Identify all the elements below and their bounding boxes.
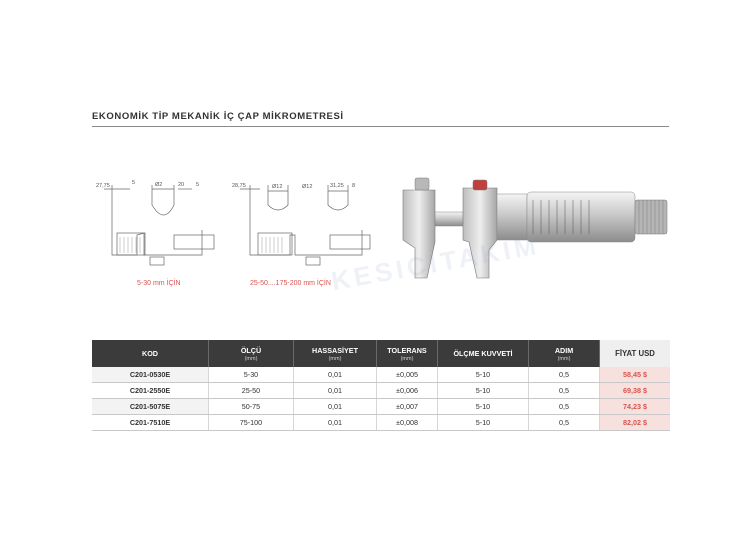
left-dim-1: 27,75 bbox=[96, 183, 110, 189]
cell-force: 5-10 bbox=[438, 367, 529, 383]
left-dim-2: 5 bbox=[132, 180, 136, 186]
right-dim-2: Ø12 bbox=[272, 184, 283, 190]
cell-range: 75-100 bbox=[209, 415, 294, 431]
header-code: KOD bbox=[92, 340, 209, 367]
watermark: KESICITAKIM bbox=[328, 229, 542, 297]
cell-code: C201-2550E bbox=[92, 383, 209, 399]
cell-price: 74,23 $ bbox=[600, 399, 671, 415]
cell-price: 82,02 $ bbox=[600, 415, 671, 431]
table-row bbox=[92, 399, 670, 415]
cell-pitch: 0,5 bbox=[529, 383, 600, 399]
header-force: ÖLÇME KUVVETİ bbox=[438, 340, 529, 367]
table-row bbox=[92, 383, 670, 399]
right-dim-5: 8 bbox=[352, 183, 356, 189]
cell-pitch: 0,5 bbox=[529, 367, 600, 383]
left-drawing-caption: 5-30 mm İÇİN bbox=[137, 280, 181, 287]
spec-table bbox=[92, 340, 670, 431]
left-dim-5: 5 bbox=[196, 182, 200, 188]
page-title: EKONOMİK TİP MEKANİK İÇ ÇAP MİKROMETRESİ bbox=[92, 111, 344, 122]
title-divider bbox=[92, 126, 669, 127]
cell-tolerance: ±0,007 bbox=[377, 399, 438, 415]
right-dim-3: Ø12 bbox=[302, 184, 313, 190]
left-dim-4: 20 bbox=[178, 182, 185, 188]
cell-resolution: 0,01 bbox=[294, 383, 377, 399]
cell-pitch: 0,5 bbox=[529, 415, 600, 431]
cell-tolerance: ±0,006 bbox=[377, 383, 438, 399]
header-pitch: ADIM (mm) bbox=[529, 340, 600, 367]
header-tolerance: TOLERANS (mm) bbox=[377, 340, 438, 367]
cell-resolution: 0,01 bbox=[294, 415, 377, 431]
cell-resolution: 0,01 bbox=[294, 367, 377, 383]
cell-range: 25-50 bbox=[209, 383, 294, 399]
cell-range: 5-30 bbox=[209, 367, 294, 383]
drawing-25-200 bbox=[230, 175, 380, 275]
cell-tolerance: ±0,008 bbox=[377, 415, 438, 431]
cell-range: 50-75 bbox=[209, 399, 294, 415]
table-header-row bbox=[92, 340, 670, 367]
header-range: ÖLÇÜ (mm) bbox=[209, 340, 294, 367]
cell-force: 5-10 bbox=[438, 383, 529, 399]
cell-code: C201-0530E bbox=[92, 367, 209, 383]
left-dim-3: Ø2 bbox=[155, 182, 163, 188]
cell-price: 69,38 $ bbox=[600, 383, 671, 399]
cell-resolution: 0,01 bbox=[294, 399, 377, 415]
table-row bbox=[92, 367, 670, 383]
header-resolution: HASSASİYET (mm) bbox=[294, 340, 377, 367]
cell-pitch: 0,5 bbox=[529, 399, 600, 415]
cell-tolerance: ±0,005 bbox=[377, 367, 438, 383]
header-price: FİYAT USD bbox=[600, 340, 671, 367]
cell-force: 5-10 bbox=[438, 415, 529, 431]
right-drawing-caption: 25-50....175-200 mm İÇİN bbox=[250, 280, 331, 287]
cell-force: 5-10 bbox=[438, 399, 529, 415]
cell-code: C201-7510E bbox=[92, 415, 209, 431]
right-dim-4: 31,25 bbox=[330, 183, 344, 189]
right-dim-1: 28,75 bbox=[232, 183, 246, 189]
cell-price: 58,45 $ bbox=[600, 367, 671, 383]
cell-code: C201-5075E bbox=[92, 399, 209, 415]
table-row bbox=[92, 415, 670, 431]
drawing-5-30 bbox=[92, 175, 222, 275]
